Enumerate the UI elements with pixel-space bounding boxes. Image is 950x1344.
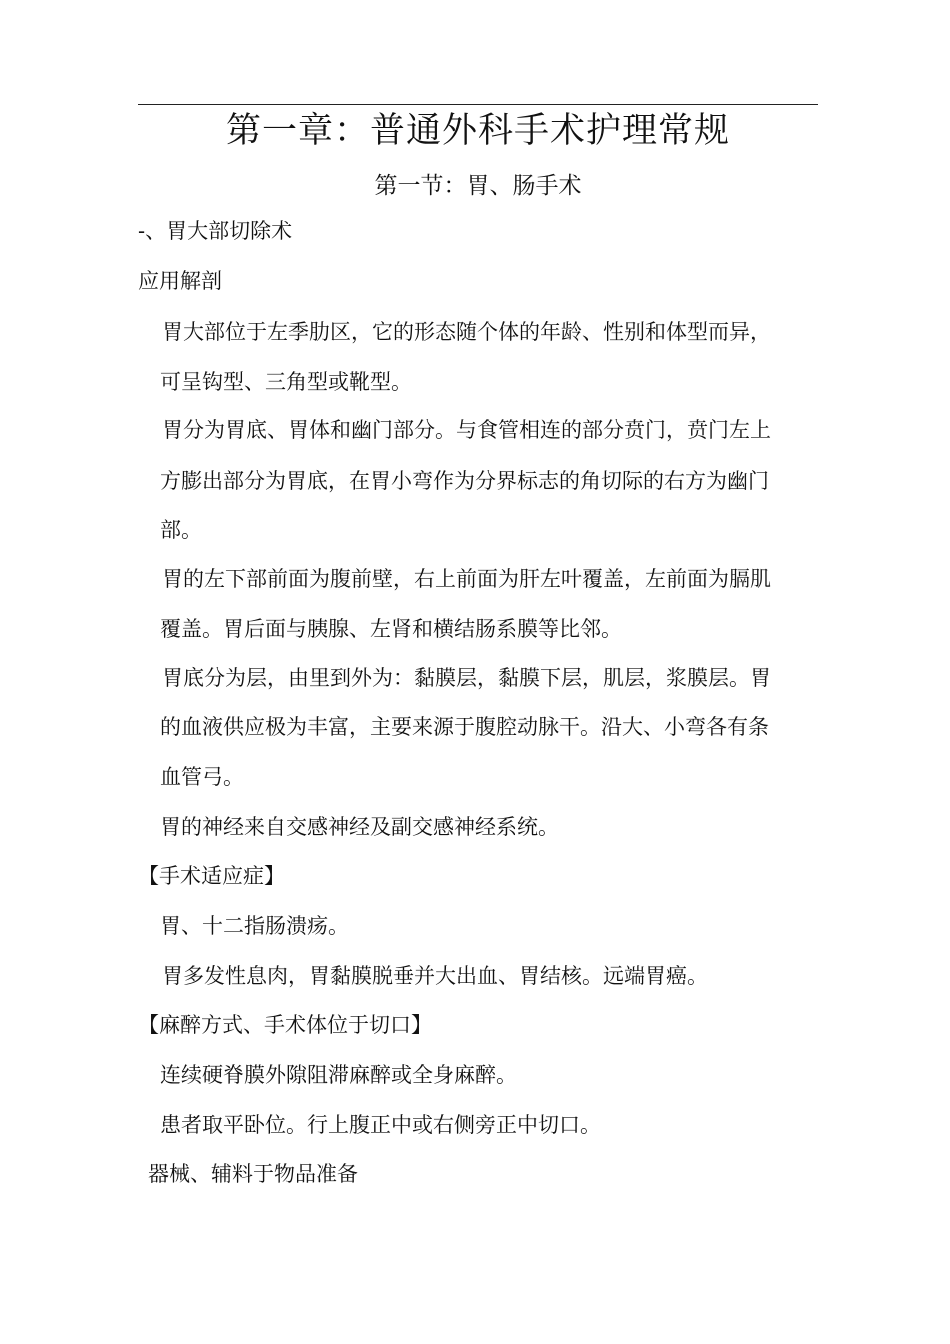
subheading-gastrectomy: -、胃大部切除术 — [138, 219, 293, 243]
section-title: 第一节：胃、肠手术 — [374, 173, 582, 199]
paragraph-line: 的血液供应极为丰富，主要来源于腹腔动脉干。沿大、小弯各有条 — [160, 715, 769, 739]
heading-anesthesia-position-incision: 【麻醉方式、手术体位于切口】 — [138, 1013, 432, 1037]
paragraph-line: 覆盖。胃后面与胰腺、左肾和横结肠系膜等比邻。 — [160, 617, 622, 641]
paragraph-line: 患者取平卧位。行上腹正中或右侧旁正中切口。 — [160, 1113, 601, 1137]
paragraph-line: 胃分为胃底、胃体和幽门部分。与食管相连的部分贲门，贲门左上 — [162, 418, 771, 442]
paragraph-line: 可呈钩型、三角型或靴型。 — [160, 370, 412, 394]
paragraph-line: 胃的神经来自交感神经及副交感神经系统。 — [160, 815, 559, 839]
subheading-applied-anatomy: 应用解剖 — [138, 269, 222, 293]
paragraph-line: 胃的左下部前面为腹前壁，右上前面为肝左叶覆盖，左前面为膈肌 — [162, 567, 771, 591]
paragraph-line: 血管弓。 — [160, 765, 244, 789]
header-rule — [138, 104, 818, 105]
chapter-title: 第一章：普通外科手术护理常规 — [225, 111, 730, 151]
paragraph-line: 连续硬脊膜外隙阻滞麻醉或全身麻醉。 — [160, 1063, 517, 1087]
subheading-instruments-preparation: 器械、辅料于物品准备 — [148, 1162, 358, 1186]
heading-surgical-indications: 【手术适应症】 — [138, 864, 285, 888]
paragraph-line: 胃多发性息肉，胃黏膜脱垂并大出血、胃结核。远端胃癌。 — [162, 964, 708, 988]
paragraph-line: 方膨出部分为胃底，在胃小弯作为分界标志的角切际的右方为幽门 — [160, 469, 769, 493]
paragraph-line: 胃大部位于左季肋区，它的形态随个体的年龄、性别和体型而异， — [162, 320, 771, 344]
paragraph-line: 胃、十二指肠溃疡。 — [160, 914, 349, 938]
paragraph-line: 胃底分为层，由里到外为：黏膜层，黏膜下层，肌层，浆膜层。胃 — [162, 666, 771, 690]
paragraph-line: 部。 — [160, 518, 202, 542]
